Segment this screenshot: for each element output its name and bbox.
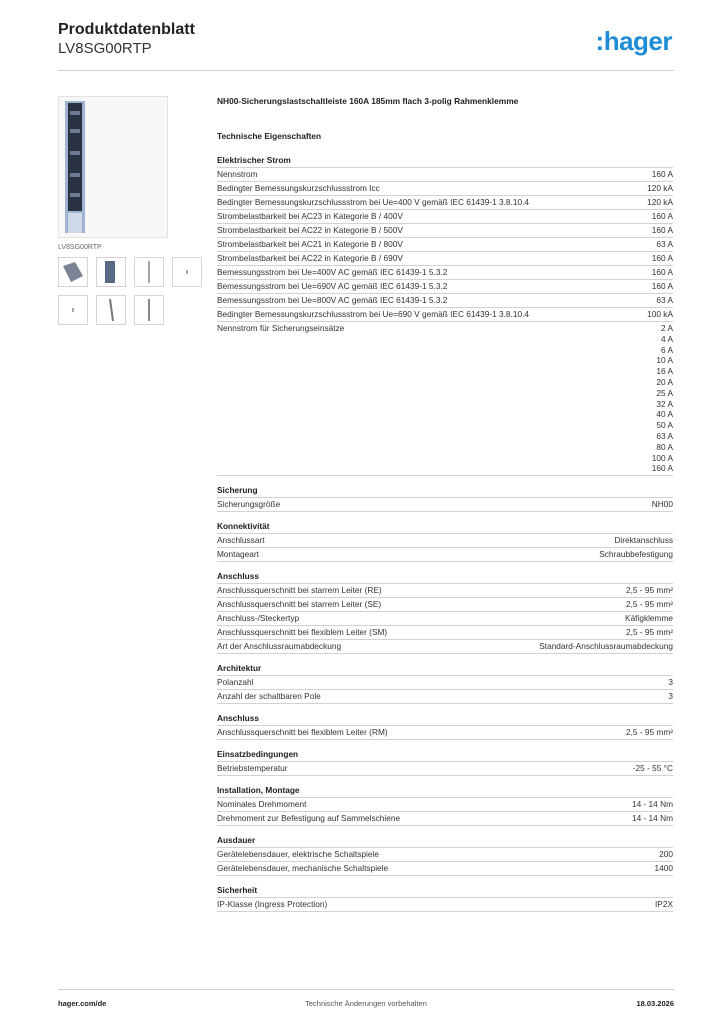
spec-value: Käfigklemme <box>625 613 673 624</box>
spec-label: Polanzahl <box>217 677 254 688</box>
spec-label: Anschlussart <box>217 535 265 546</box>
front-view-icon <box>97 258 125 286</box>
spec-label: Anschlussquerschnitt bei starrem Leiter (SE) <box>217 599 382 610</box>
spec-row <box>217 498 673 512</box>
product-gallery <box>58 96 208 325</box>
spec-value: -25 - 55 °C <box>632 763 673 774</box>
spec-row <box>217 196 673 210</box>
section-title: Ausdauer <box>217 835 673 848</box>
spec-value: 14 - 14 Nm <box>631 799 673 810</box>
spec-row <box>217 598 673 612</box>
product-image[interactable] <box>58 96 168 238</box>
spec-value: 160 A <box>651 211 673 221</box>
spec-row <box>217 168 673 182</box>
spec-row <box>217 640 673 654</box>
spec-row <box>217 238 673 252</box>
fuse-rating-list <box>652 323 673 474</box>
spec-value: Standard-Anschlussraumabdeckung <box>539 641 673 652</box>
spec-label: Bedingter Bemessungskurzschlussstrom bei Ue=400 V gemäß IEC 61439-1 3.8.10.4 <box>217 197 529 207</box>
spec-row <box>217 252 673 266</box>
spec-row <box>217 676 673 690</box>
thumbnail-4[interactable] <box>172 257 202 287</box>
spec-value: 120 kA <box>647 197 673 207</box>
spec-value: 120 kA <box>647 183 673 193</box>
side-view-icon <box>135 258 163 286</box>
spec-value: 160 A <box>651 169 673 179</box>
thumbnail-5[interactable] <box>58 295 88 325</box>
spec-label: Gerätelebensdauer, elektrische Schaltspiele <box>217 849 379 860</box>
fuse-rating: 25 A <box>656 387 673 398</box>
spec-row <box>217 294 673 308</box>
spec-label: Gerätelebensdauer, mechanische Schaltspiele <box>217 863 389 874</box>
fuse-rating: 32 A <box>656 398 673 409</box>
spec-label: Bemessungsstrom bei Ue=690V AC gemäß IEC 61439-1 5.3.2 <box>217 281 448 291</box>
side-view-icon <box>97 296 125 324</box>
spec-row <box>217 798 673 812</box>
spec-row <box>217 210 673 224</box>
spec-label: Bedingter Bemessungskurzschlussstrom bei Ue=690 V gemäß IEC 61439-1 3.8.10.4 <box>217 309 529 319</box>
fuse-switch-strip-icon <box>59 97 167 237</box>
spec-row <box>217 534 673 548</box>
page-header <box>58 20 674 68</box>
spec-value: 2,5 - 95 mm² <box>625 599 673 610</box>
spec-label: Strombelastbarkeit bei AC22 in Kategorie B / 500V <box>217 225 403 235</box>
product-description: NH00-Sicherungslastschaltleiste 160A 185mm flach 3-polig Rahmenklemme <box>217 96 519 106</box>
spec-label: Strombelastbarkeit bei AC21 in Kategorie B / 800V <box>217 239 403 249</box>
section-title: Anschluss <box>217 571 673 584</box>
detail-view-icon <box>59 296 87 324</box>
fuse-rating: 160 A <box>651 463 673 474</box>
spec-row <box>217 848 673 862</box>
spec-row <box>217 548 673 562</box>
section-title: Architektur <box>217 663 673 676</box>
thumbnail-3[interactable] <box>134 257 164 287</box>
spec-value: 200 <box>659 849 673 860</box>
spec-label: Bemessungsstrom bei Ue=800V AC gemäß IEC 61439-1 5.3.2 <box>217 295 448 305</box>
fuse-rating: 63 A <box>656 430 673 441</box>
spec-label: Bedingter Bemessungskurzschlussstrom Icc <box>217 183 380 193</box>
spec-value: 160 A <box>651 253 673 263</box>
section-title: Sicherung <box>217 485 673 498</box>
fuse-rating: 2 A <box>661 323 673 333</box>
spec-row <box>217 862 673 876</box>
tech-properties-title: Technische Eigenschaften <box>217 131 322 141</box>
fuse-rating: 16 A <box>656 366 673 377</box>
spec-row <box>217 224 673 238</box>
spec-value: 63 A <box>656 295 673 305</box>
spec-row <box>217 762 673 776</box>
thumbnail-2[interactable] <box>96 257 126 287</box>
spec-label: Nennstrom für Sicherungseinsätze <box>217 323 345 333</box>
spec-value: IP2X <box>655 899 673 910</box>
spec-label: Nennstrom <box>217 169 258 179</box>
spec-label: Strombelastbarkeit bei AC23 in Kategorie B / 400V <box>217 211 403 221</box>
spec-value: Direktanschluss <box>614 535 673 546</box>
spec-label: Art der Anschlussraumabdeckung <box>217 641 342 652</box>
spec-row <box>217 308 673 322</box>
spec-label: Anschlussquerschnitt bei flexiblem Leiter (RM) <box>217 727 388 738</box>
thumbnail-grid <box>58 257 208 325</box>
spec-row <box>217 612 673 626</box>
spec-value: 63 A <box>656 239 673 249</box>
product-code: LV8SG00RTP <box>58 40 152 57</box>
spec-value: 100 kA <box>647 309 673 319</box>
footer-note: Technische Änderungen vorbehalten <box>305 999 427 1008</box>
fuse-rating: 40 A <box>656 409 673 420</box>
spec-row <box>217 898 673 912</box>
detail-view-icon <box>173 258 201 286</box>
spec-content <box>217 96 673 912</box>
spec-value: 2,5 - 95 mm² <box>625 627 673 638</box>
spec-row <box>217 690 673 704</box>
fuse-rating: 4 A <box>661 333 673 344</box>
spec-label: Anschlussquerschnitt bei starrem Leiter (RE) <box>217 585 382 596</box>
spec-row <box>217 584 673 598</box>
spec-label: Anschlussquerschnitt bei flexiblem Leiter (SM) <box>217 627 388 638</box>
footer-website-link[interactable]: hager.com/de <box>58 999 107 1008</box>
spec-label: Anschluss-/Steckertyp <box>217 613 300 624</box>
spec-row <box>217 626 673 640</box>
spec-row <box>217 280 673 294</box>
thumbnail-6[interactable] <box>96 295 126 325</box>
hager-logo: :hager <box>595 26 672 56</box>
spec-label: Montageart <box>217 549 259 560</box>
spec-label: Anzahl der schaltbaren Pole <box>217 691 321 702</box>
spec-value: 2,5 - 95 mm² <box>625 727 673 738</box>
fuse-rating: 80 A <box>656 441 673 452</box>
spec-value: 14 - 14 Nm <box>631 813 673 824</box>
spec-row <box>217 266 673 280</box>
spec-row <box>217 812 673 826</box>
spec-value: 3 <box>668 677 673 688</box>
fuse-rating: 20 A <box>656 376 673 387</box>
side-view-icon <box>135 296 163 324</box>
thumbnail-1[interactable] <box>58 257 88 287</box>
angled-view-icon <box>59 258 87 286</box>
section-title: Elektrischer Strom <box>217 155 673 168</box>
thumbnail-7[interactable] <box>134 295 164 325</box>
section-title: Konnektivität <box>217 521 673 534</box>
section-title: Einsatzbedingungen <box>217 749 673 762</box>
spec-label: Bemessungsstrom bei Ue=400V AC gemäß IEC 61439-1 5.3.2 <box>217 267 448 277</box>
spec-value: 160 A <box>651 281 673 291</box>
fuse-rating: 6 A <box>661 344 673 355</box>
spec-label: Nominales Drehmoment <box>217 799 307 810</box>
image-caption: LV8SG00RTP <box>58 244 102 251</box>
spec-row <box>217 726 673 740</box>
spec-label: Strombelastbarkeit bei AC22 in Kategorie B / 690V <box>217 253 403 263</box>
section-title: Installation, Montage <box>217 785 673 798</box>
spec-value: NH00 <box>651 499 673 510</box>
spec-value: 1400 <box>654 863 673 874</box>
spec-value: 2,5 - 95 mm² <box>625 585 673 596</box>
spec-value: Schraubbefestigung <box>599 549 673 560</box>
section-title: Anschluss <box>217 713 673 726</box>
footer-divider <box>58 989 674 990</box>
fuse-rating: 100 A <box>651 452 673 463</box>
spec-value: 160 A <box>651 267 673 277</box>
fuse-rating: 50 A <box>656 420 673 431</box>
page-title: Produktdatenblatt <box>58 21 195 38</box>
spec-row-fuse-ratings <box>217 322 673 476</box>
spec-label: IP-Klasse (Ingress Protection) <box>217 899 328 910</box>
spec-value: 160 A <box>651 225 673 235</box>
header-divider <box>58 70 674 71</box>
spec-label: Sicherungsgröße <box>217 499 281 510</box>
spec-row <box>217 182 673 196</box>
section-title: Sicherheit <box>217 885 673 898</box>
fuse-rating: 10 A <box>656 355 673 366</box>
spec-label: Drehmoment zur Befestigung auf Sammelschiene <box>217 813 401 824</box>
spec-value: 3 <box>668 691 673 702</box>
spec-label: Betriebstemperatur <box>217 763 288 774</box>
footer-date: 18.03.2026 <box>636 999 674 1008</box>
